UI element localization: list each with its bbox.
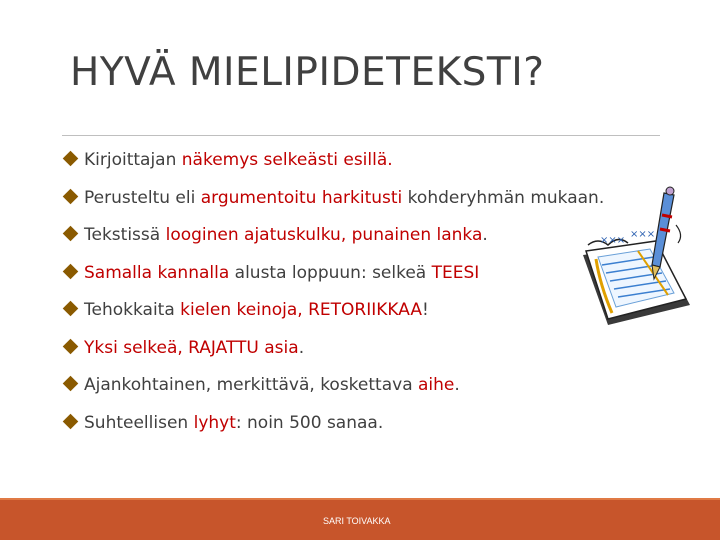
footer-accent-strip [0,498,720,500]
svg-text:×××: ××× [630,229,656,240]
bullet-text: . [482,225,488,245]
highlighted-text: looginen ajatuskulku, punainen lanka [165,225,483,245]
highlighted-text: lyhyt [193,412,236,433]
highlighted-text: argumentoitu harkitusti [200,187,403,208]
bullet-item [62,148,604,186]
highlighted-text: Yksi selkeä, RAJATTU asia [84,337,299,358]
slide-title: HYVÄ MIELIPIDETEKSTI? [70,50,545,95]
notebook-icon [583,229,690,325]
diamond-bullet-icon [63,151,79,167]
bullet-item [62,336,604,374]
diamond-bullet-icon [63,226,79,242]
bullet-item [62,186,604,224]
svg-text:×××: ××× [600,235,626,246]
bullet-item [62,261,604,299]
highlighted-text: aihe [418,375,455,395]
bullet-text: Perusteltu eli [84,187,201,208]
bullet-item [62,411,604,449]
bullet-text: Tehokkaita [84,300,181,320]
bullet-item [62,298,604,336]
bullet-text: : noin 500 sanaa. [235,412,384,433]
diamond-bullet-icon [63,188,79,204]
bullet-text: Tekstissä [84,225,166,245]
diamond-bullet-icon [63,413,79,429]
highlighted-text: näkemys selkeästi esillä. [181,150,393,170]
title-divider [62,135,660,136]
highlighted-text: kielen keinoja, RETORIIKKAA [180,300,422,320]
bullet-item [62,223,604,261]
diamond-bullet-icon [63,263,79,279]
bullet-text: kohderyhmän mukaan. [402,187,605,208]
bullet-text: Ajankohtainen, merkittävä, koskettava [84,375,419,395]
diamond-bullet-icon [63,376,79,392]
bullet-list [62,148,604,448]
bullet-text: . [298,337,305,358]
bullet-text: Kirjoittajan [84,150,182,170]
bullet-text: alusta loppuun: selkeä [229,262,432,283]
highlighted-text: TEESI [431,262,480,283]
footer-author: SARI TOIVAKKA [323,516,391,526]
diamond-bullet-icon [63,338,79,354]
bullet-text: . [454,375,460,395]
diamond-bullet-icon [63,301,79,317]
bullet-item [62,373,604,411]
highlighted-text: Samalla kannalla [84,262,230,283]
bullet-text: Suhteellisen [84,412,194,433]
bullet-text: ! [421,300,429,320]
notebook-and-pen-clipart [578,185,698,330]
